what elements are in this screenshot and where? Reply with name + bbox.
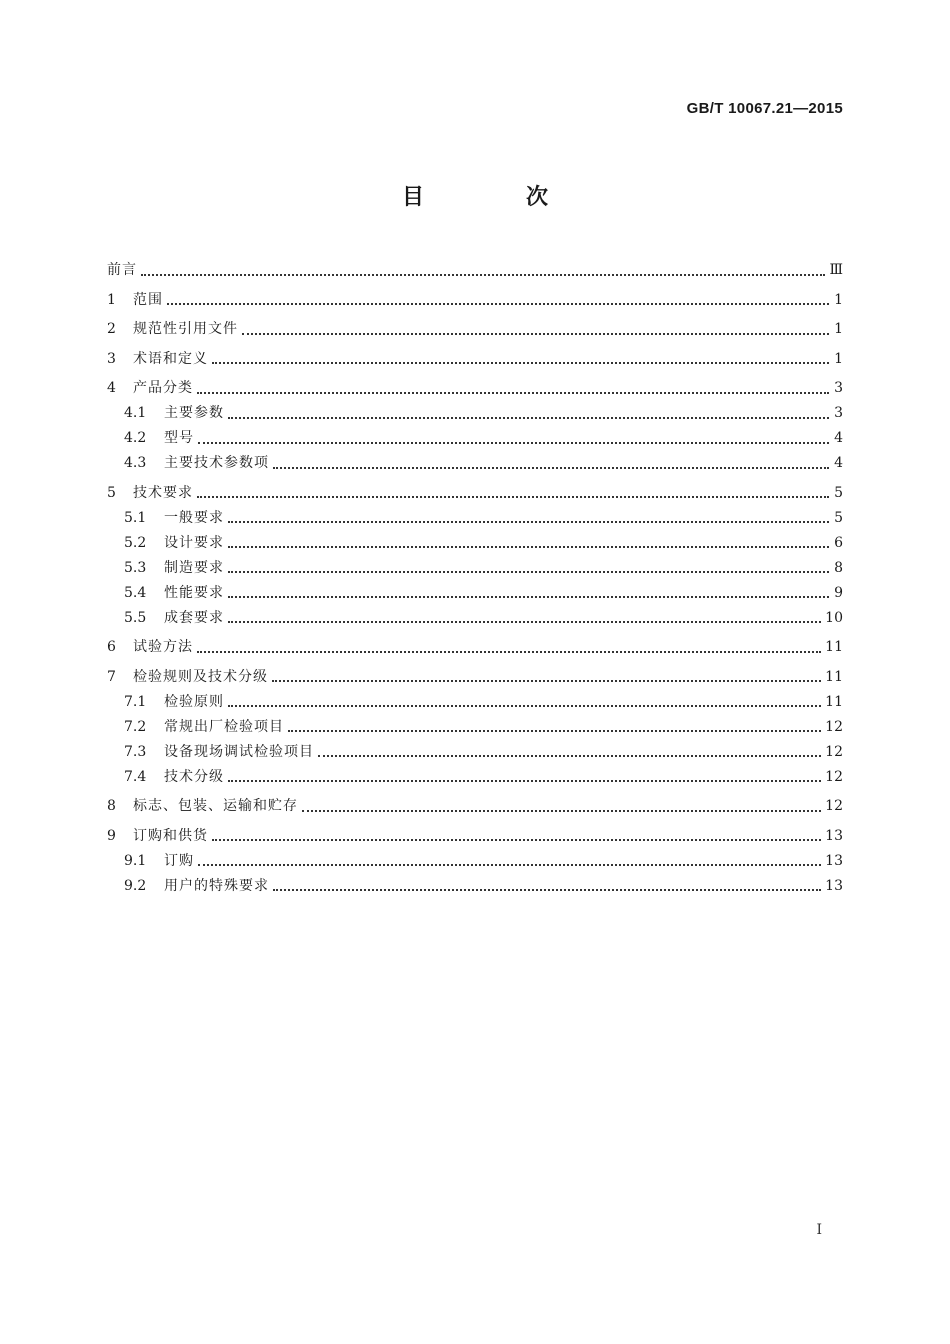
toc-entry-label: 前言 xyxy=(107,262,137,278)
dot-leader xyxy=(288,722,821,732)
toc-entry-page: 11 xyxy=(825,668,843,685)
toc-entry-number: 7.3 xyxy=(124,743,147,760)
toc-entry-label: 性能要求 xyxy=(164,584,224,601)
dot-leader xyxy=(141,266,825,276)
toc-entry-label: 制造要求 xyxy=(164,559,224,576)
dot-leader xyxy=(228,513,829,523)
toc-entry[interactable] xyxy=(107,376,843,401)
toc-entry-number: 9.2 xyxy=(124,877,147,894)
toc-entry-page: 13 xyxy=(825,877,843,894)
toc-entry-page: 12 xyxy=(825,798,843,814)
dot-leader xyxy=(228,697,821,707)
toc-entry-page: 11 xyxy=(825,639,843,655)
dot-leader xyxy=(198,856,821,866)
dot-leader xyxy=(228,772,821,782)
toc-entry-number: 1 xyxy=(107,291,116,308)
toc-entry-page: Ⅲ xyxy=(829,262,843,278)
toc-entry[interactable] xyxy=(107,556,843,581)
toc-entry-page: 12 xyxy=(825,743,843,760)
toc-entry[interactable] xyxy=(107,740,843,765)
toc-entry[interactable] xyxy=(107,288,843,313)
toc-entry-page: 4 xyxy=(834,455,843,471)
dot-leader xyxy=(272,672,821,682)
toc-entry[interactable] xyxy=(107,581,843,606)
toc-entry-page: 9 xyxy=(834,584,843,601)
toc-entry-label: 订购 xyxy=(164,852,194,869)
toc-entry[interactable] xyxy=(107,347,843,372)
toc-entry-number: 5.3 xyxy=(124,559,147,576)
toc-entry-label: 主要参数 xyxy=(164,405,224,421)
toc-entry-number: 5.1 xyxy=(124,509,147,526)
dot-leader xyxy=(273,881,821,891)
dot-leader xyxy=(273,459,829,469)
toc-entry-page: 3 xyxy=(834,405,843,421)
toc-entry-label: 一般要求 xyxy=(164,509,224,526)
toc-entry-number: 2 xyxy=(107,321,116,337)
toc-entry-page: 10 xyxy=(825,609,843,626)
toc-entry-label: 设计要求 xyxy=(164,534,224,551)
toc-entry-label: 检验原则 xyxy=(164,693,224,710)
toc-entry[interactable] xyxy=(107,635,843,660)
toc-entry-page: 12 xyxy=(825,768,843,785)
toc-entry-label: 规范性引用文件 xyxy=(133,321,238,337)
toc-entry-number: 5.4 xyxy=(124,584,147,601)
toc-entry-page: 4 xyxy=(834,430,843,446)
page-number: I xyxy=(816,1222,822,1238)
dot-leader xyxy=(167,295,829,305)
standard-code: GB/T 10067.21—2015 xyxy=(686,100,843,117)
toc-entry[interactable] xyxy=(107,849,843,874)
dot-leader xyxy=(197,384,829,394)
toc-entry[interactable] xyxy=(107,874,843,899)
toc-entry-number: 7.1 xyxy=(124,693,147,710)
toc-entry-label: 术语和定义 xyxy=(133,350,208,367)
dot-leader xyxy=(228,409,829,419)
toc-entry-number: 7 xyxy=(107,668,116,685)
toc-entry-page: 13 xyxy=(825,852,843,869)
toc-entry-page: 1 xyxy=(834,350,843,367)
dot-leader xyxy=(228,563,829,573)
toc-entry-label: 试验方法 xyxy=(133,639,193,655)
toc-entry-page: 1 xyxy=(834,291,843,308)
toc-entry-label: 检验规则及技术分级 xyxy=(133,668,268,685)
toc-entry[interactable] xyxy=(107,317,843,342)
toc-entry-label: 常规出厂检验项目 xyxy=(164,718,284,735)
toc-entry-number: 8 xyxy=(107,798,116,814)
toc-entry-page: 5 xyxy=(834,509,843,526)
toc-entry[interactable] xyxy=(107,824,843,849)
toc-entry-number: 7.2 xyxy=(124,718,147,735)
dot-leader xyxy=(318,747,821,757)
toc-entry[interactable] xyxy=(107,258,843,283)
toc-entry[interactable] xyxy=(107,665,843,690)
dot-leader xyxy=(242,325,829,335)
toc-entry-label: 用户的特殊要求 xyxy=(164,877,269,894)
dot-leader xyxy=(197,643,821,653)
toc-entry-number: 5 xyxy=(107,484,116,501)
toc-entry-label: 型号 xyxy=(164,430,194,446)
toc-entry-number: 6 xyxy=(107,639,116,655)
toc-entry-number: 7.4 xyxy=(124,768,147,785)
dot-leader xyxy=(212,354,829,364)
toc-entry-page: 8 xyxy=(834,559,843,576)
toc-entry[interactable] xyxy=(107,481,843,506)
toc-entry-number: 3 xyxy=(107,350,116,367)
dot-leader xyxy=(228,538,829,548)
dot-leader xyxy=(302,802,821,812)
toc-entry-page: 1 xyxy=(834,321,843,337)
toc-entry-label: 主要技术参数项 xyxy=(164,455,269,471)
dot-leader xyxy=(197,488,829,498)
dot-leader xyxy=(228,613,821,623)
toc-entry[interactable] xyxy=(107,506,843,531)
toc-entry-label: 设备现场调试检验项目 xyxy=(164,743,314,760)
toc-entry[interactable] xyxy=(107,794,843,819)
toc-entry[interactable] xyxy=(107,426,843,451)
toc-entry-number: 9 xyxy=(107,827,116,844)
toc-entry-label: 范围 xyxy=(133,291,163,308)
toc-entry[interactable] xyxy=(107,451,843,476)
toc-entry[interactable] xyxy=(107,690,843,715)
toc-entry[interactable] xyxy=(107,531,843,556)
dot-leader xyxy=(212,831,821,841)
toc-entry-number: 5.5 xyxy=(124,609,147,626)
toc-entry-page: 12 xyxy=(825,718,843,735)
table-of-contents xyxy=(107,258,843,899)
toc-entry-page: 5 xyxy=(834,484,843,501)
toc-entry-label: 技术分级 xyxy=(164,768,224,785)
toc-entry-page: 6 xyxy=(834,534,843,551)
toc-entry-number: 4.3 xyxy=(124,455,147,471)
toc-entry-label: 技术要求 xyxy=(133,484,193,501)
toc-entry-label: 标志、包装、运输和贮存 xyxy=(133,798,298,814)
toc-entry[interactable] xyxy=(107,765,843,790)
toc-entry-number: 4.1 xyxy=(124,405,147,421)
toc-entry-page: 11 xyxy=(825,693,843,710)
page-title: 目 次 xyxy=(401,185,588,210)
dot-leader xyxy=(198,434,829,444)
toc-entry-number: 5.2 xyxy=(124,534,147,551)
toc-entry-label: 订购和供货 xyxy=(133,827,208,844)
toc-entry-number: 4.2 xyxy=(124,430,147,446)
dot-leader xyxy=(228,588,829,598)
toc-entry[interactable] xyxy=(107,606,843,631)
toc-entry-label: 产品分类 xyxy=(133,380,193,396)
toc-entry-number: 9.1 xyxy=(124,852,147,869)
toc-entry-label: 成套要求 xyxy=(164,609,224,626)
toc-entry[interactable] xyxy=(107,401,843,426)
toc-entry-page: 13 xyxy=(825,827,843,844)
toc-entry-number: 4 xyxy=(107,380,116,396)
toc-entry[interactable] xyxy=(107,715,843,740)
toc-entry-page: 3 xyxy=(834,380,843,396)
